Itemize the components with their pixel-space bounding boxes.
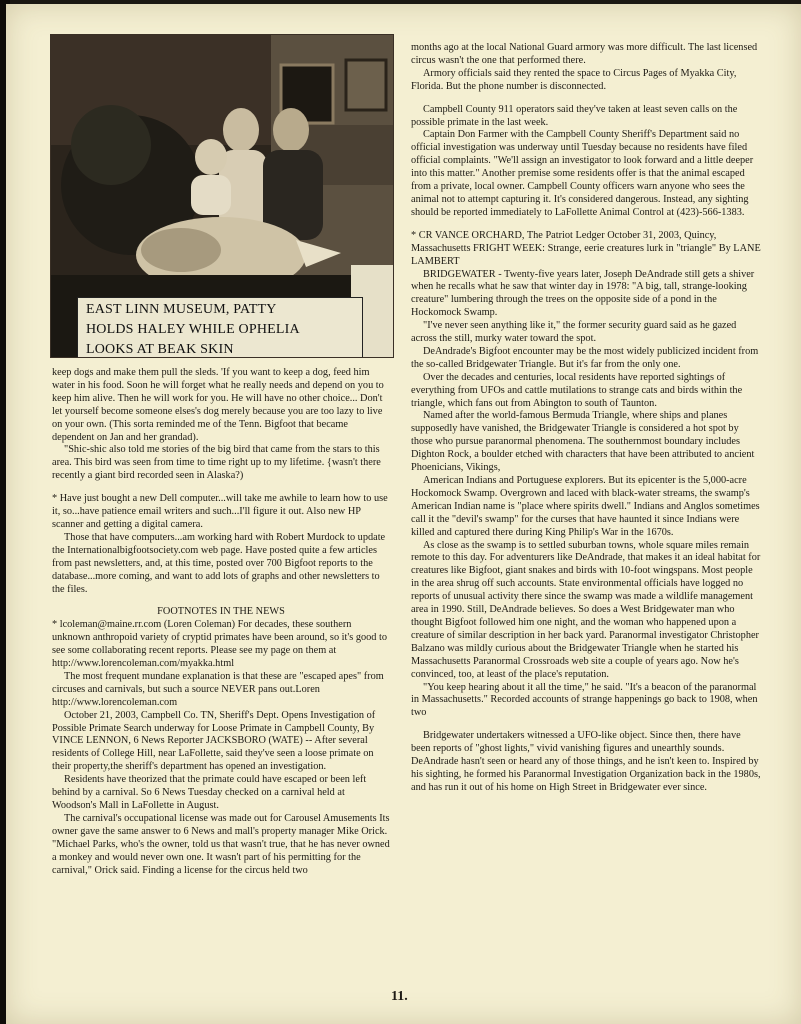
paragraph: October 21, 2003, Campbell Co. TN, Sheriff's Dept. Opens Investigation of Possible Primate Search underway for Loose Primate in Campbell County, By VINCE LENNON, 6 News Reporter JACKSBORO (WATE) -- After several residents of College Hill, near LaFollette, said they've seen a loose primate on their property,the sheriff's department has opened an investigation. (52, 709, 376, 773)
paragraph: * lcoleman@maine.rr.com (Loren Coleman) For decades, these southern unknown anthropoid variety of cryptid primates have been around, so it's good to see some collaborating recent reports. Please see my page on them at http://www.lorencoleman.com/myakka.html (52, 619, 388, 670)
right-column (411, 42, 761, 795)
paragraph: "I've never seen anything like it," the former security guard said as he gazed across the still, murky water toward the spot. (411, 320, 737, 345)
paragraph: Those that have computers...am working hard with Robert Murdock to update the Internationalbigfootsociety.com web page. Have posted quite a few articles from past newsletters, and, at this time, posted over 700 Bigfoot reports to the database...more coming, and want to add lots of graphs and other newsletters to the files. (52, 531, 386, 595)
paragraph: Named after the world-famous Bermuda Triangle, where ships and planes supposedly have vanished, the Bridgewater Triangle is considered a hot spot by those who pursue paranormal phenomena. The southernmost boundary includes Dighton Rock, a boulder etched with characters that have been attributed to ancient Phoenicians, Vikings, (411, 410, 755, 474)
paragraph: The most frequent mundane explanation is that these are "escaped apes" from circuses and carnivals, but such a source NEVER pans out.Loren http://www.lorencoleman.com (52, 670, 384, 708)
caption-line: LOOKS AT BEAK SKIN (86, 342, 234, 357)
paragraph: * Have just bought a new Dell computer...will take me awhile to learn how to use it, so...have patience email writers and such...I'll figure it out. Also new HP scanner and getting a digital camera. (52, 493, 388, 530)
paragraph: "Shic-shic also told me stories of the big bird that came from the stars to this area. This bird was seen from time to time right up to my lifetime. {wasn't there recently a giant bird recorded seen in Alaska?) (52, 444, 381, 482)
caption-line: EAST LINN MUSEUM, PATTY (86, 302, 277, 317)
page-number: 11. (391, 989, 408, 1004)
paragraph: keep dogs and make them pull the sleds. 'If you want to keep a dog, feed him water in his food. Soon he will forget what he really needs and depend on you to keep him alive. Then he will work for you. He will have no other choice... Don't let yourself become someone elses's dog merely because you are too lazy to live on your own. (This sorta reminded me of the Tenn. Bigfoot that became dependent on Jan and her grandad). (52, 367, 384, 443)
caption-line: HOLDS HALEY WHILE OPHELIA (86, 322, 300, 337)
paragraph: The carnival's occupational license was made out for Carousel Amusements Its owner gave the same answer to 6 News and mall's property manager Mike Orick. "Michael Parks, who's the owner, told us that wasn't true, that he has never owned a monkey and would never own one. It wasn't part of his permitting for the carnival," Orick said. Finding a license for the circus held two (52, 812, 390, 876)
museum-photo (50, 34, 394, 358)
paragraph: Campbell County 911 operators said they've taken at least seven calls on the possible primate in the last week. (411, 103, 738, 128)
paragraph: Bridgewater undertakers witnessed a UFO-like object. Since then, there have been reports of "ghost lights," vivid vanishing figures and unearthly sounds. DeAndrade hasn't seen or heard any of those things, and he isn't keen to. Inspired by his sighting, he formed his Paranormal Investigation Organization back in the 1980s, and has run it out of his home on High Street in Bridgewater ever since. (411, 730, 761, 793)
paragraph: Armory officials said they rented the space to Circus Pages of Myakka City, Florida. But the phone number is disconnected. (411, 67, 737, 92)
paragraph: BRIDGEWATER - Twenty-five years later, Joseph DeAndrade still gets a shiver when he recalls what he saw that winter day in 1978: "A big, tall, strange-looking creature" lumbering through the trees on the opposite side of a pond in the Hockomock Swamp. (411, 268, 755, 319)
paragraph: DeAndrade's Bigfoot encounter may be the most widely publicized incident from the so-called Bridgewater Triangle. But it's far from the only one. (411, 345, 759, 370)
newsletter-page (6, 4, 801, 1024)
photo-caption (77, 297, 363, 358)
paragraph: As close as the swamp is to settled suburban towns, whole square miles remain remote to this day. For adventurers like DeAndrade, that makes it an ideal habitat for creatures like Bigfoot, giant snakes and birds with 10-foot wingspans. Most people in the area shrug off such accounts. State environmental officials have logged no reports of unusual activity there since the swamp was made a wildlife management area in 1990. Still, DeAndrade believes. So does a West Bridgewater man who thought Bigfoot followed him one night, and the woman who happened upon a creature of similar description in her back yard. Paranormal investigator Christopher Balzano was mildly curious about the Bridgewater Triangle when he started his Massachusetts Paranormal Crossroads web site a couple of years ago. Now he's convinced, too, at least of the place's reputation. (411, 539, 761, 680)
paragraph: months ago at the local National Guard armory was more difficult. The last licensed circus wasn't the one that performed there. (411, 42, 758, 66)
paragraph: * CR VANCE ORCHARD, The Patriot Ledger October 31, 2003, Quincy, Massachusetts FRIGHT WEEK: Strange, eerie creatures lurk in "triangle" By LANE LAMBERT (411, 229, 761, 267)
section-heading: FOOTNOTES IN THE NEWS (157, 606, 285, 618)
paragraph: Captain Don Farmer with the Campbell County Sheriff's Department said no official investigation was underway until Tuesday because no residents have filed official complaints. "We'll assign an investigator to look forward and a little deeper into this matter." Another premise some residents offer is that the animal escaped from a private, local owner. Campbell County officers warn anyone who sees the animal not to attempt capturing it. It's considered dangerous. Instead, any sighting should be reported immediately to LaFollette Animal Control at (423)-566-1383. (411, 129, 754, 218)
left-column (52, 367, 390, 877)
paragraph: Over the decades and centuries, local residents have reported sightings of everything from UFOs and cattle mutilations to strange cats and birds within the triangle, which fans out from Abington to south of Taunton. (411, 371, 743, 409)
paragraph: American Indians and Portuguese explorers. But its epicenter is the 5,000-acre Hockomock Swamp. Overgrown and laced with black-water streams, the swamp's American Indian name is "place where spirits dwell." Indians and Anglos sometimes call it the "devil's swamp" for the curses that have haunted it since Indians were killed and captured there during King Philip's War in the 1670s. (411, 475, 760, 538)
paragraph: "You keep hearing about it all the time," he said. "It's a beacon of the paranormal in Massachusetts." Recorded accounts of strange happenings go back to 1908, when two (411, 681, 758, 719)
paragraph: Residents have theorized that the primate could have escaped or been left behind by a carnival. So 6 News Tuesday checked on a carnival held at Woodson's Mall in LaFollette in August. (52, 774, 367, 811)
